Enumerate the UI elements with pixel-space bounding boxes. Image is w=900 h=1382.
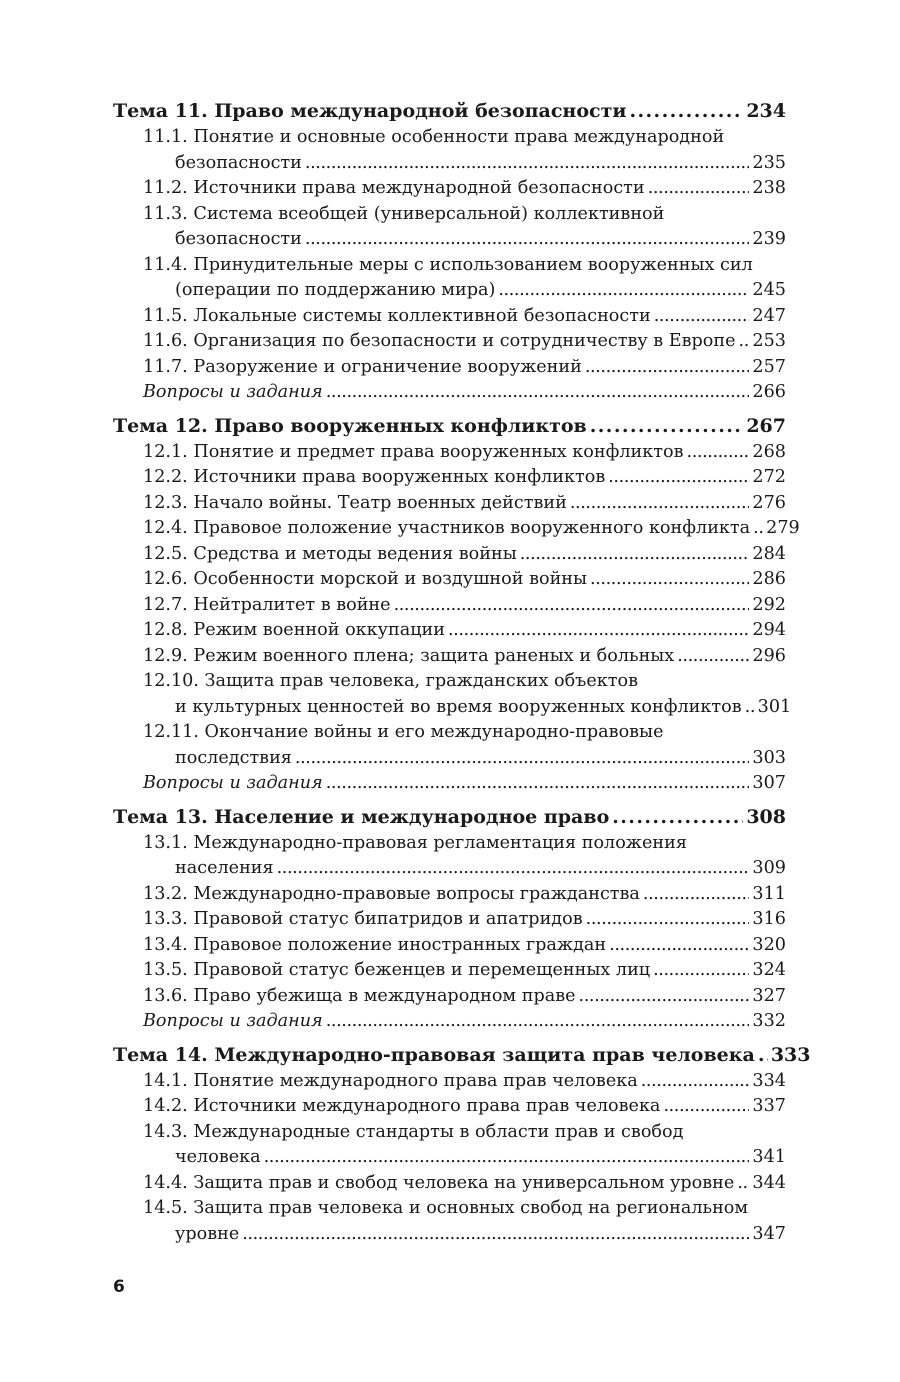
toc-page-number: 253 [752,331,786,351]
chapter-page-number: 267 [746,414,786,437]
toc-entry-first-line[interactable]: 11.3. Система всеобщей (универсальной) коллективной [143,203,665,224]
dot-leader [570,491,750,517]
dot-leader [585,355,750,381]
toc-entry[interactable] [113,304,786,330]
dot-leader [448,618,749,644]
toc-page-number: 276 [752,492,786,513]
chapter-title: Тема 13. Население и международное право [113,805,610,828]
toc-entry[interactable] [113,593,786,619]
toc-entry-title: 13.5. Правовой статус беженцев и перемещенных лиц [143,960,651,980]
toc-page-number: 239 [752,229,786,249]
dot-leader [326,380,750,406]
toc-entry[interactable] [113,151,786,177]
chapter-heading[interactable] [113,1042,811,1069]
toc-entry-title: 14.1. Понятие международного права прав человека [143,1070,638,1091]
dot-leader [641,1069,750,1095]
dot-leader [663,1094,749,1120]
table-of-contents [113,98,811,1247]
toc-page-number: 303 [752,747,786,768]
dot-leader [590,413,744,440]
toc-entry-title: Вопросы и задания [143,382,323,402]
toc-entry[interactable] [113,958,786,984]
dot-leader [653,958,749,984]
toc-entry-title: и культурных ценностей во время вооруженных конфликтов [175,696,742,717]
toc-entry[interactable] [113,176,786,202]
toc-section [113,413,800,797]
toc-entry[interactable] [113,1094,786,1120]
toc-entry-title: уровне [175,1223,240,1244]
toc-entry[interactable] [113,695,792,721]
toc-entry-first-line[interactable]: 11.1. Понятие и основные особенности права международной [143,127,725,147]
dot-leader [326,1009,750,1035]
toc-page-number: 284 [752,543,786,564]
toc-entry-title: 14.4. Защита прав и свобод человека на универсальном уровне [143,1172,735,1193]
toc-page-number: 347 [752,1223,786,1244]
toc-entry[interactable] [113,227,786,253]
toc-page-number: 268 [752,441,786,462]
toc-entry-title: 14.2. Источники международного права прав человека [143,1096,661,1116]
toc-entry-title: 12.8. Режим военной оккупации [143,620,445,640]
questions-entry[interactable] [113,380,786,406]
chapter-title: Тема 14. Международно-правовая защита прав человека [113,1043,755,1066]
toc-page-number: 341 [752,1147,786,1167]
toc-entry-first-line[interactable]: 14.3. Международные стандарты в области прав и свобод [143,1121,684,1142]
dot-leader [498,278,749,304]
toc-page-number: 286 [752,569,786,589]
toc-page-number: 327 [752,985,786,1006]
toc-section [113,98,786,406]
toc-entry-first-line[interactable]: 12.11. Окончание войны и его международно-правовые [143,722,664,742]
toc-entry-title: населения [175,858,274,878]
toc-entry-title: 12.5. Средства и методы ведения войны [143,543,517,564]
dot-leader [264,1145,750,1171]
toc-page-number: 332 [752,1011,786,1031]
toc-page-number: 272 [752,467,786,487]
toc-entry-title: последствия [175,747,292,768]
dot-leader [305,151,750,177]
chapter-title: Тема 12. Право вооруженных конфликтов [113,414,587,437]
toc-page-number: 307 [752,773,786,793]
questions-entry[interactable] [113,1009,786,1035]
toc-entry[interactable] [113,933,786,959]
dot-leader [739,329,750,355]
dot-leader [394,593,750,619]
toc-page-number: 324 [752,960,786,980]
toc-entry[interactable] [113,856,786,882]
dot-leader [608,465,749,491]
dot-leader [758,1042,768,1069]
toc-entry-title: 12.9. Режим военного плена; защита раненых и больных [143,645,675,666]
toc-page-number: 279 [766,518,800,538]
dot-leader [590,567,749,593]
toc-entry-title: Вопросы и задания [143,1011,323,1031]
toc-entry[interactable] [113,644,786,670]
toc-page-number: 334 [752,1070,786,1091]
toc-page-number: 309 [752,858,786,878]
toc-entry-title: 12.6. Особенности морской и воздушной войны [143,569,588,589]
toc-section [113,1042,811,1248]
toc-entry[interactable] [113,1171,786,1197]
toc-entry[interactable] [113,542,786,568]
toc-entry-title: (операции по поддержанию мира) [175,280,496,300]
toc-entry-title: 13.4. Правовое положение иностранных граждан [143,934,607,955]
dot-leader [612,804,743,831]
chapter-heading[interactable] [113,98,786,125]
toc-entry[interactable] [113,1222,786,1248]
toc-entry-first-line[interactable]: 14.5. Защита прав человека и основных свобод на региональном [143,1198,749,1218]
toc-page-number: 344 [752,1172,786,1193]
dot-leader [677,644,749,670]
dot-leader [753,516,763,542]
chapter-page-number: 333 [770,1043,811,1066]
toc-entry-title: безопасности [175,152,302,173]
toc-entry[interactable] [113,882,786,908]
toc-page-number: 337 [752,1096,786,1116]
chapter-heading[interactable] [113,804,786,831]
toc-entry[interactable] [113,491,786,517]
toc-entry-title: безопасности [175,229,302,249]
toc-page-number: 292 [752,594,786,615]
chapter-page-number: 308 [746,805,786,828]
toc-entry[interactable] [113,329,786,355]
toc-entry-title: 11.6. Организация по безопасности и сотрудничеству в Европе [143,331,736,351]
toc-entry[interactable] [113,746,786,772]
toc-page-number: 316 [752,909,786,929]
toc-entry[interactable] [113,440,786,466]
toc-page-number: 245 [752,280,786,300]
toc-entry-title: Вопросы и задания [143,773,323,793]
toc-entry-first-line[interactable]: 12.10. Защита прав человека, гражданских объектов [143,671,638,691]
toc-entry[interactable] [113,907,786,933]
dot-leader [305,227,750,253]
dot-leader [579,984,750,1010]
dot-leader [242,1222,749,1248]
dot-leader [609,933,749,959]
toc-page-number: 235 [752,152,786,173]
toc-page-number: 301 [757,696,792,717]
toc-entry-title: 12.4. Правовое положение участников вооруженного конфликта [143,518,751,538]
toc-entry-title: 11.2. Источники права международной безопасности [143,178,645,198]
chapter-title: Тема 11. Право международной безопасности [113,100,627,122]
toc-entry-title: человека [175,1147,261,1167]
dot-leader [520,542,750,568]
toc-entry[interactable] [113,355,786,381]
questions-entry[interactable] [113,771,786,797]
toc-entry-title: 12.7. Нейтралитет в войне [143,594,391,615]
dot-leader [648,176,750,202]
toc-page-number: 266 [752,382,786,402]
chapter-heading[interactable] [113,413,786,440]
dot-leader [277,856,750,882]
dot-leader [629,98,743,125]
toc-entry-title: 11.7. Разоружение и ограничение вооружений [143,356,582,377]
dot-leader [687,440,750,466]
dot-leader [745,695,755,721]
toc-page-number: 257 [752,356,786,377]
toc-entry[interactable] [113,516,800,542]
dot-leader [295,746,749,772]
toc-entry[interactable] [113,278,786,304]
toc-entry-title: 12.1. Понятие и предмет права вооруженных конфликтов [143,441,684,462]
toc-entry-first-line[interactable]: 11.4. Принудительные меры с использованием вооруженных сил [143,254,753,275]
dot-leader [643,882,749,908]
toc-page-number: 294 [752,620,786,640]
page-number: 6 [113,1277,125,1297]
chapter-page-number: 234 [746,100,786,122]
toc-page-number: 296 [752,645,786,666]
toc-entry[interactable] [113,618,786,644]
toc-page-number: 247 [752,305,786,326]
toc-entry-title: 12.3. Начало войны. Театр военных действий [143,492,567,513]
dot-leader [654,304,750,330]
dot-leader [586,907,750,933]
toc-entry[interactable] [113,465,786,491]
toc-entry-title: 13.6. Право убежища в международном праве [143,985,576,1006]
toc-entry[interactable] [113,567,786,593]
dot-leader [326,771,750,797]
toc-entry-title: 12.2. Источники права вооруженных конфликтов [143,467,606,487]
toc-page-number: 311 [752,883,786,904]
toc-entry[interactable] [113,1145,786,1171]
toc-section [113,804,786,1035]
toc-entry[interactable] [113,984,786,1010]
toc-entry-first-line[interactable]: 13.1. Международно-правовая регламентация положения [143,832,687,853]
toc-entry[interactable] [113,1069,786,1095]
toc-entry-title: 11.5. Локальные системы коллективной безопасности [143,305,651,326]
dot-leader [737,1171,749,1197]
toc-entry-title: 13.2. Международно-правовые вопросы гражданства [143,883,640,904]
toc-page-number: 238 [752,178,786,198]
toc-entry-title: 13.3. Правовой статус бипатридов и апатридов [143,909,583,929]
toc-page-number: 320 [752,934,786,955]
